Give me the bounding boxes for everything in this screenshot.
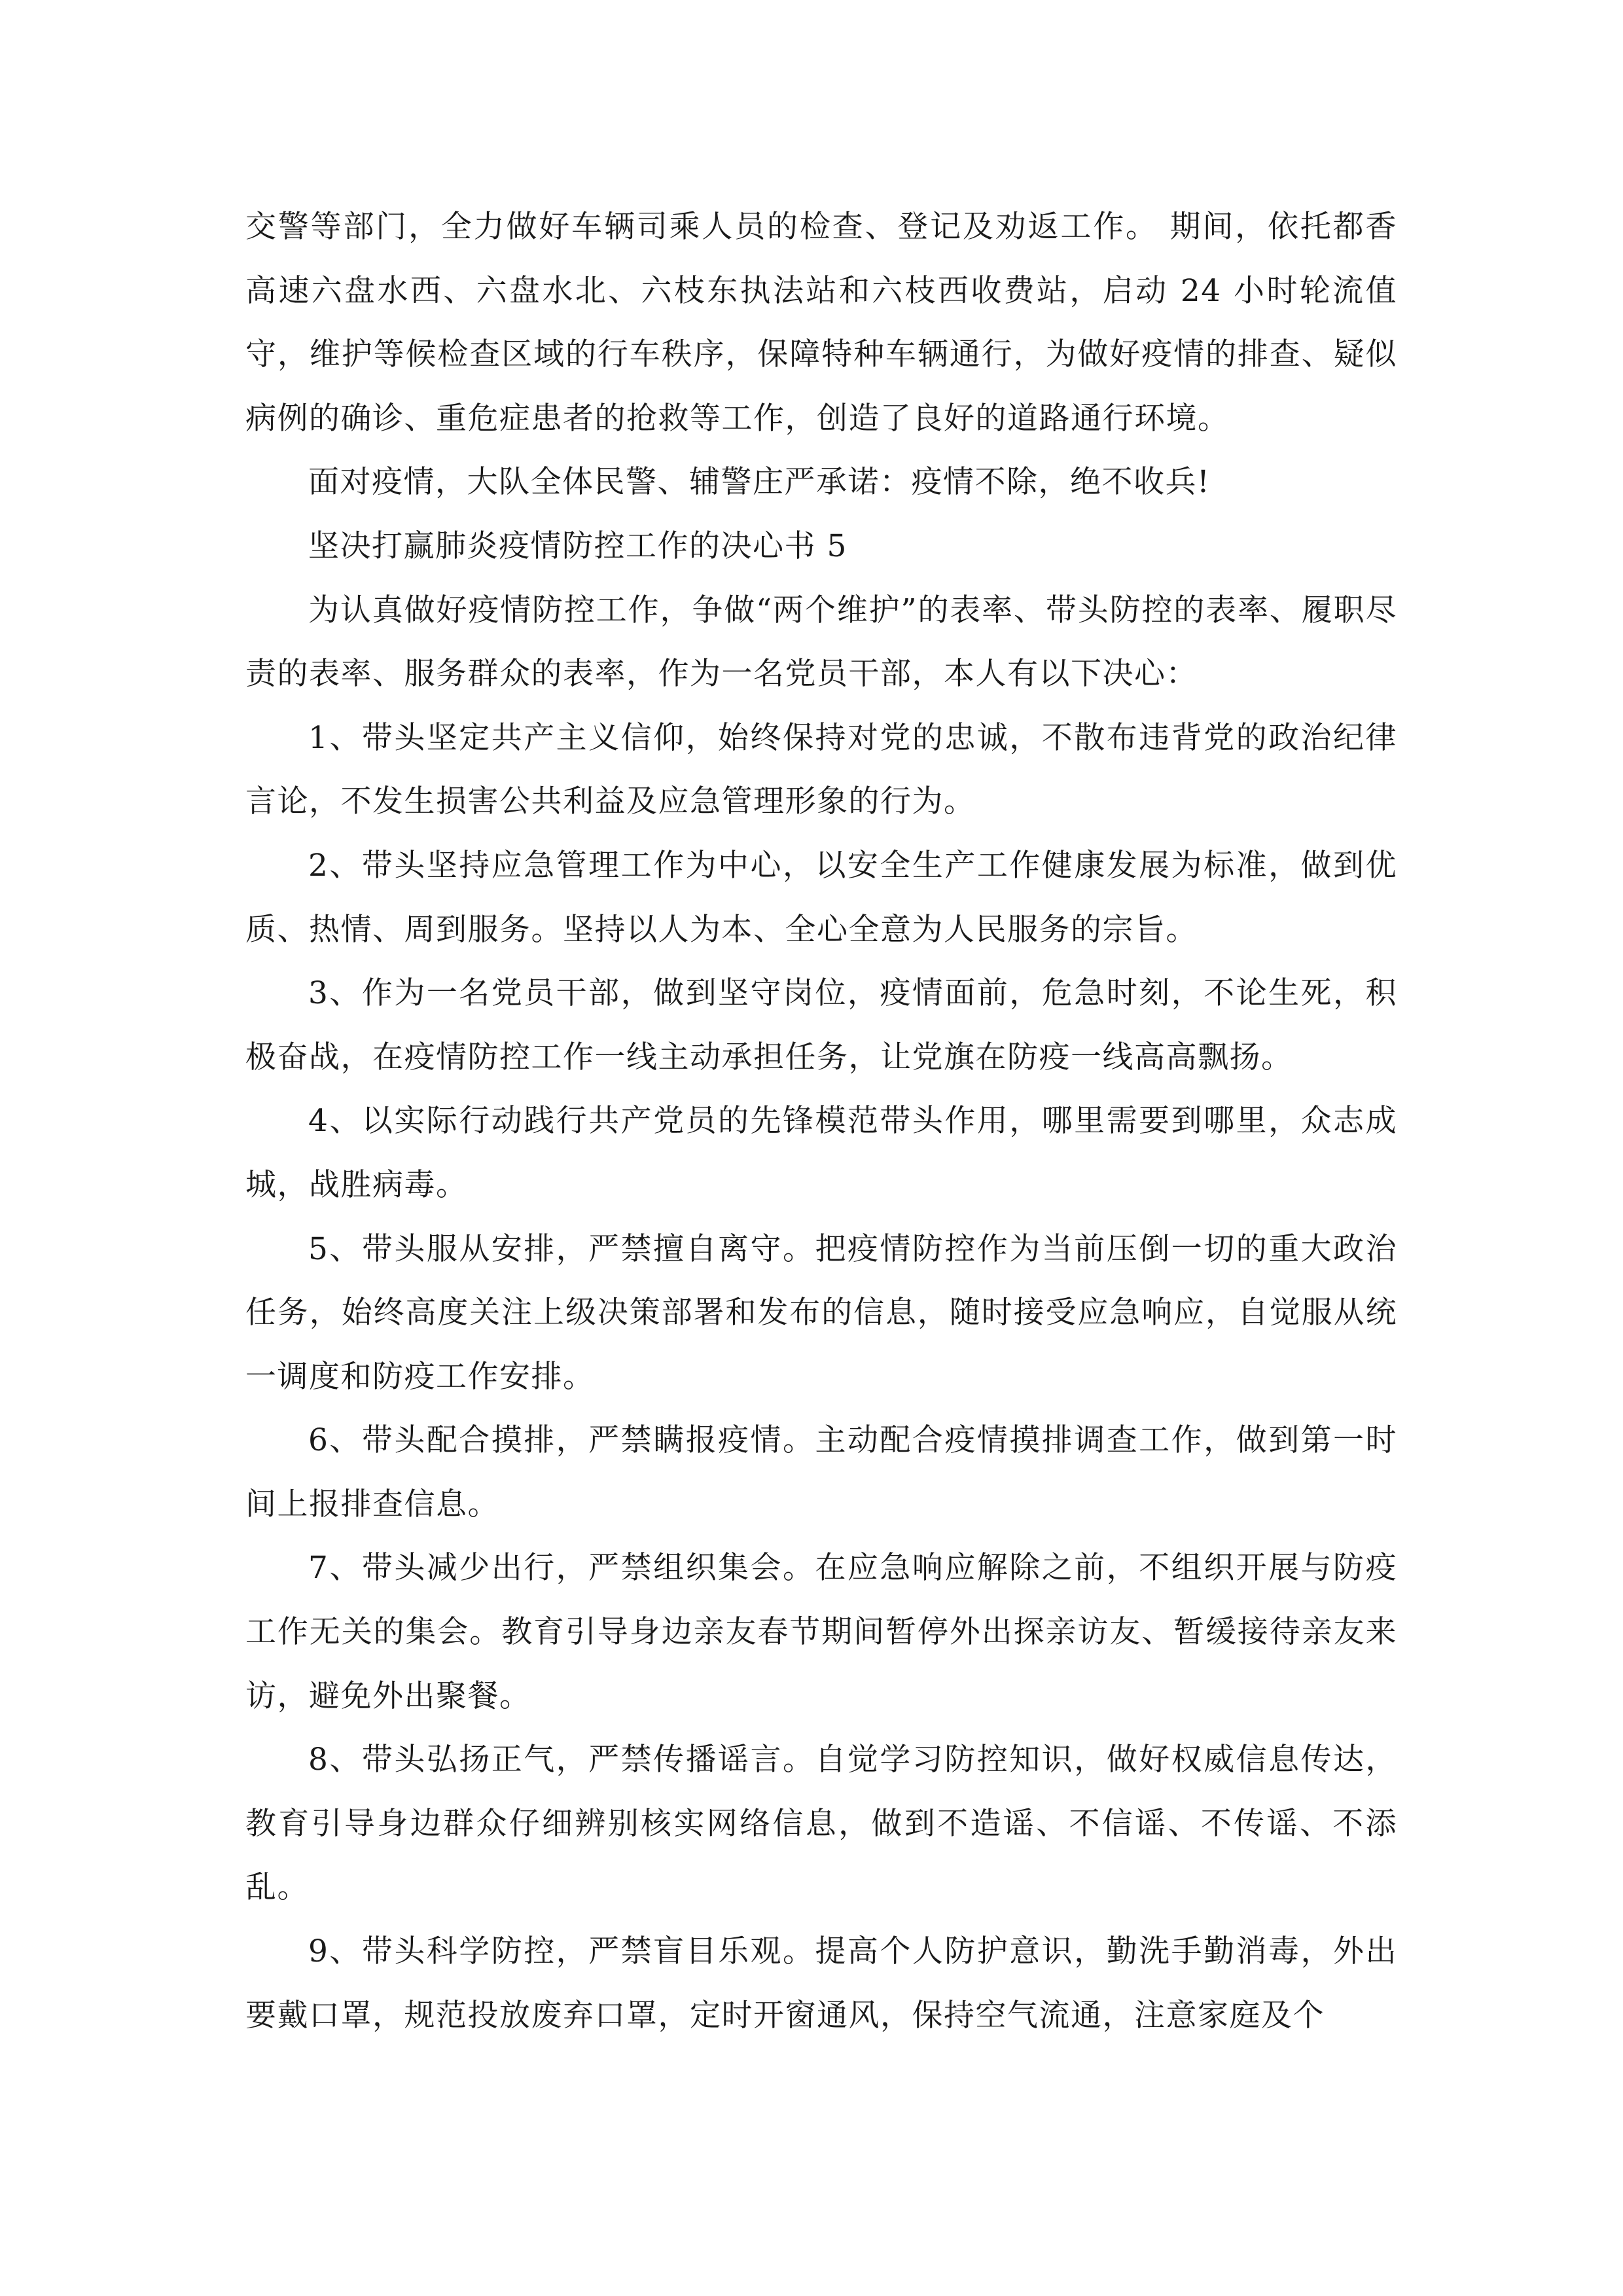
- document-body: [245, 195, 1397, 2047]
- list-item: 6、带头配合摸排，严禁瞒报疫情。主动配合疫情摸排调查工作，做到第一时间上报排查信息。: [245, 1422, 1397, 1522]
- list-item: 1、带头坚定共产主义信仰，始终保持对党的忠诚，不散布违背党的政治纪律言论，不发生损害公共利益及应急管理形象的行为。: [245, 719, 1397, 820]
- list-item: 9、带头科学防控，严禁盲目乐观。提高个人防护意识，勤洗手勤消毒，外出要戴口罩，规范投放废弃口罩，定时开窗通风，保持空气流通，注意家庭及个: [245, 1933, 1397, 2034]
- list-item: 2、带头坚持应急管理工作为中心，以安全生产工作健康发展为标准，做到优质、热情、周到服务。坚持以人为本、全心全意为人民服务的宗旨。: [245, 847, 1397, 948]
- section-heading: 坚决打赢肺炎疫情防控工作的决心书 5: [308, 528, 847, 564]
- list-item: 4、以实际行动践行共产党员的先锋模范带头作用，哪里需要到哪里，众志成城，战胜病毒。: [245, 1103, 1397, 1203]
- list-item: 8、带头弘扬正气，严禁传播谣言。自觉学习防控知识，做好权威信息传达，教育引导身边群众仔细辨别核实网络信息，做到不造谣、不信谣、不传谣、不添乱。: [245, 1742, 1397, 1906]
- list-item: 3、作为一名党员干部，做到坚守岗位，疫情面前，危急时刻，不论生死，积极奋战，在疫情防控工作一线主动承担任务，让党旗在防疫一线高高飘扬。: [245, 975, 1397, 1075]
- paragraph: 面对疫情，大队全体民警、辅警庄严承诺：疫情不除，绝不收兵!: [308, 464, 1211, 501]
- paragraph: 交警等部门，全力做好车辆司乘人员的检查、登记及劝返工作。 期间，依托都香高速六盘水西、六盘水北、六枝东执法站和六枝西收费站，启动 24 小时轮流值守，维护等候检查区域的行车秩序，保障特种车辆通行，为做好疫情的排查、疑似病例的确诊、重危症患者的抢救等工作，创造了良好的道路通行环境。: [245, 209, 1397, 437]
- paragraph: 为认真做好疫情防控工作，争做“两个维护”的表率、带头防控的表率、履职尽责的表率、服务群众的表率，作为一名党员干部，本人有以下决心：: [245, 592, 1397, 692]
- list-item: 5、带头服从安排，严禁擅自离守。把疫情防控作为当前压倒一切的重大政治任务，始终高度关注上级决策部署和发布的信息，随时接受应急响应，自觉服从统一调度和防疫工作安排。: [245, 1230, 1397, 1395]
- list-item: 7、带头减少出行，严禁组织集会。在应急响应解除之前，不组织开展与防疫工作无关的集会。教育引导身边亲友春节期间暂停外出探亲访友、暂缓接待亲友来访，避免外出聚餐。: [245, 1550, 1397, 1714]
